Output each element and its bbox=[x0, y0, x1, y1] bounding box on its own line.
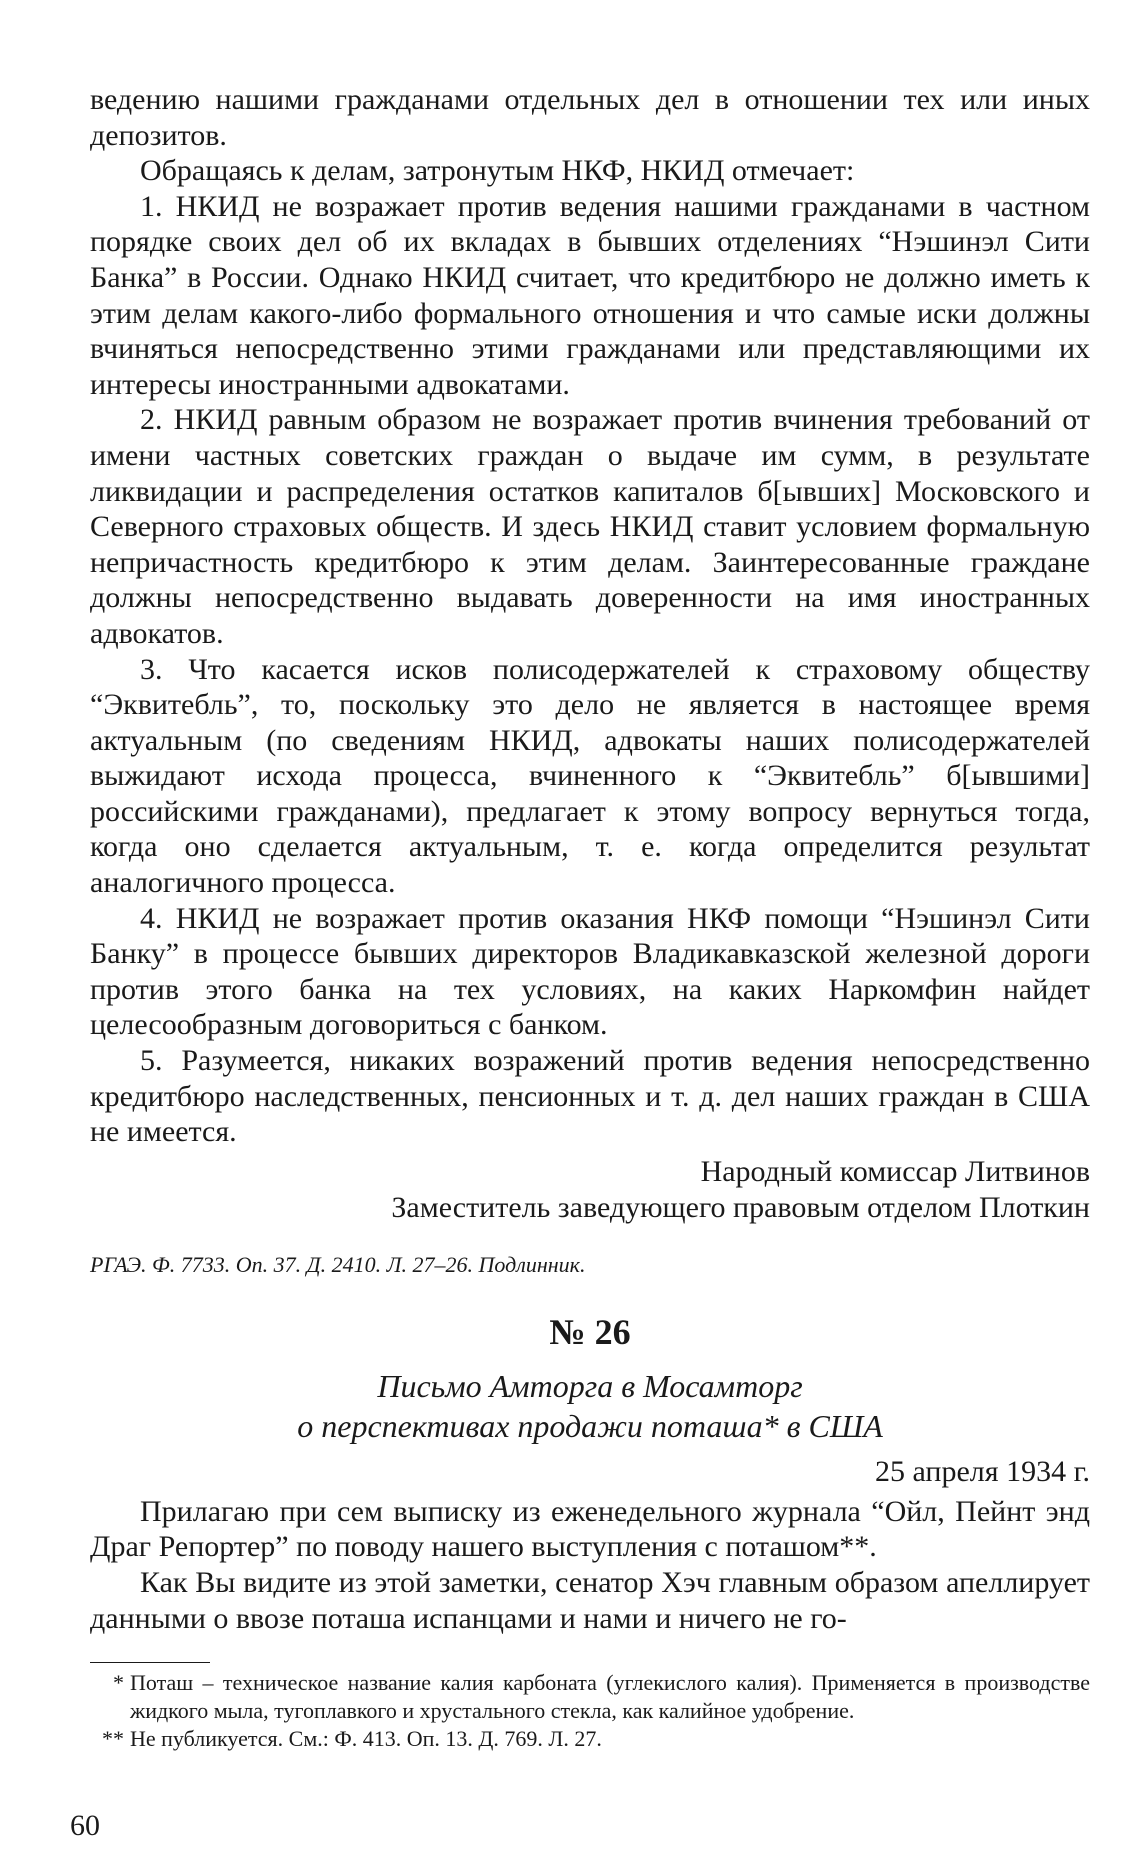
page-number: 60 bbox=[70, 1809, 100, 1842]
footnotes bbox=[90, 1669, 1090, 1753]
paragraph-item-2: 2. НКИД равным образом не возражает против вчинения требований от имени частных советских граждан о выдаче им сумм, в результате ликвидации и распределения остатков капиталов б[ывших] Московского и Северного страховых обществ. И здесь НКИД ставит условием формальную непричастность кредитбюро к этим делам. Заинтересованные граждане должны непосредственно выдавать доверенности на имя иностранных адвокатов. bbox=[90, 403, 1090, 650]
document-page bbox=[90, 82, 1090, 1753]
document-body bbox=[90, 1494, 1090, 1636]
footnote-2 bbox=[90, 1725, 1090, 1753]
document-number: № 26 bbox=[549, 1311, 631, 1352]
footnote-2-mark: ** bbox=[102, 1726, 124, 1752]
document-title-line-2: о перспективах продажи поташа* в США bbox=[297, 1407, 883, 1444]
document-date: 25 апреля 1934 г. bbox=[875, 1454, 1090, 1488]
signature-deputy: Заместитель заведующего правовым отделом Плоткин bbox=[391, 1190, 1090, 1224]
signature-block bbox=[90, 1154, 1090, 1226]
paragraph-item-1: 1. НКИД не возражает против ведения нашими гражданами в частном порядке своих дел об их вкладах в бывших отделениях “Нэшинэл Сити Банка” в России. Однако НКИД считает, что кредитбюро не должно иметь к этим делам какого-либо формального отношения и что самые иски должны вчиняться непосредственно этими гражданами или представляющими их интересы иностранными адвокатами. bbox=[90, 189, 1090, 401]
document-paragraph-1: Прилагаю при сем выписку из еженедельного журнала “Ойл, Пейнт энд Драг Репортер” по поводу нашего выступления с поташом**. bbox=[90, 1494, 1090, 1564]
footnote-1-text: Поташ – техническое название калия карбоната (углекислого калия). Применяется в производстве жидкого мыла, тугоплавкого и хрустального стекла, как калийное удобрение. bbox=[130, 1670, 1090, 1724]
paragraph-intro: Обращаясь к делам, затронутым НКФ, НКИД отмечает: bbox=[140, 154, 855, 188]
paragraph-item-5: 5. Разумеется, никаких возражений против ведения непосредственно кредитбюро наследственных, пенсионных и т. д. дел наших граждан в США не имеется. bbox=[90, 1044, 1090, 1149]
document-title bbox=[90, 1366, 1090, 1446]
document-title-line-1: Письмо Амторга в Мосамторг bbox=[377, 1367, 803, 1404]
paragraph-item-4: 4. НКИД не возражает против оказания НКФ помощи “Нэшинэл Сити Банку” в процессе бывших директоров Владикавказской железной дороги против этого банка на тех условиях, на каких Наркомфин найдет целесообразным договориться с банком. bbox=[90, 901, 1090, 1042]
footnote-1 bbox=[90, 1669, 1090, 1725]
footnote-2-text: Не публикуется. См.: Ф. 413. Оп. 13. Д. 769. Л. 27. bbox=[130, 1726, 602, 1752]
signature-commissar: Народный комиссар Литвинов bbox=[700, 1154, 1090, 1188]
paragraph-item-3: 3. Что касается исков полисодержателей к страховому обществу “Эквитебль”, то, поскольку это дело не является в настоящее время актуальным (по сведениям НКИД, адвокаты наших полисодержателей выжидают исхода процесса, вчиненного к “Эквитебль” б[ывшими] российскими гражданами), предлагает к этому вопросу вернуться тогда, когда оно сделается актуальным, т. е. когда определится результат аналогичного процесса. bbox=[90, 652, 1090, 900]
document-paragraph-2: Как Вы видите из этой заметки, сенатор Хэч главным образом апеллирует данными о ввозе поташа испанцами и нами и ничего не го- bbox=[90, 1566, 1090, 1635]
footnote-1-mark: * bbox=[113, 1670, 124, 1696]
archive-reference: РГАЭ. Ф. 7733. Оп. 37. Д. 2410. Л. 27–26. Подлинник. bbox=[90, 1251, 586, 1277]
footnote-divider bbox=[90, 1662, 210, 1663]
letter-body bbox=[90, 82, 1090, 1150]
paragraph-continuation: ведению нашими гражданами отдельных дел в отношении тех или иных депозитов. bbox=[90, 83, 1090, 152]
